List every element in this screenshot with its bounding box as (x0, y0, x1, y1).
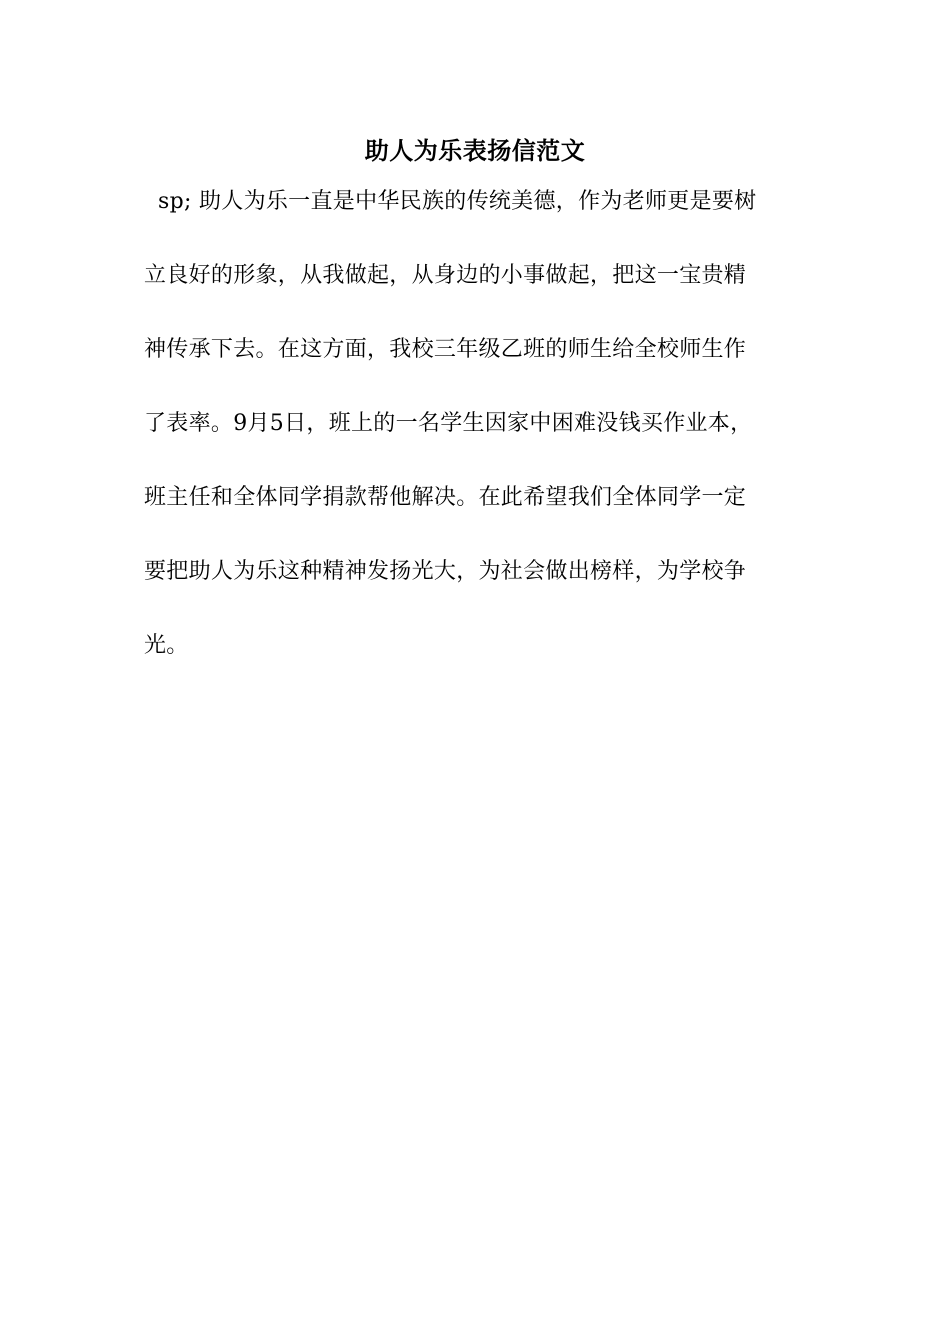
body-line-1: sp; 助人为乐一直是中华民族的传统美德，作为老师更是要树 (158, 189, 757, 214)
body-line-2: 立良好的形象，从我做起，从身边的小事做起，把这一宝贵精 (144, 263, 747, 288)
body-line-7: 光。 (144, 633, 189, 658)
document-title: 助人为乐表扬信范文 (364, 137, 586, 165)
body-line-4: 了表率。9月5日，班上的一名学生因家中困难没钱买作业本， (144, 411, 753, 436)
document-body (144, 183, 808, 701)
body-line-6: 要把助人为乐这种精神发扬光大，为社会做出榜样，为学校争 (144, 559, 747, 584)
body-line-3: 神传承下去。在这方面，我校三年级乙班的师生给全校师生作 (144, 337, 747, 362)
body-line-5: 班主任和全体同学捐款帮他解决。在此希望我们全体同学一定 (144, 485, 747, 510)
